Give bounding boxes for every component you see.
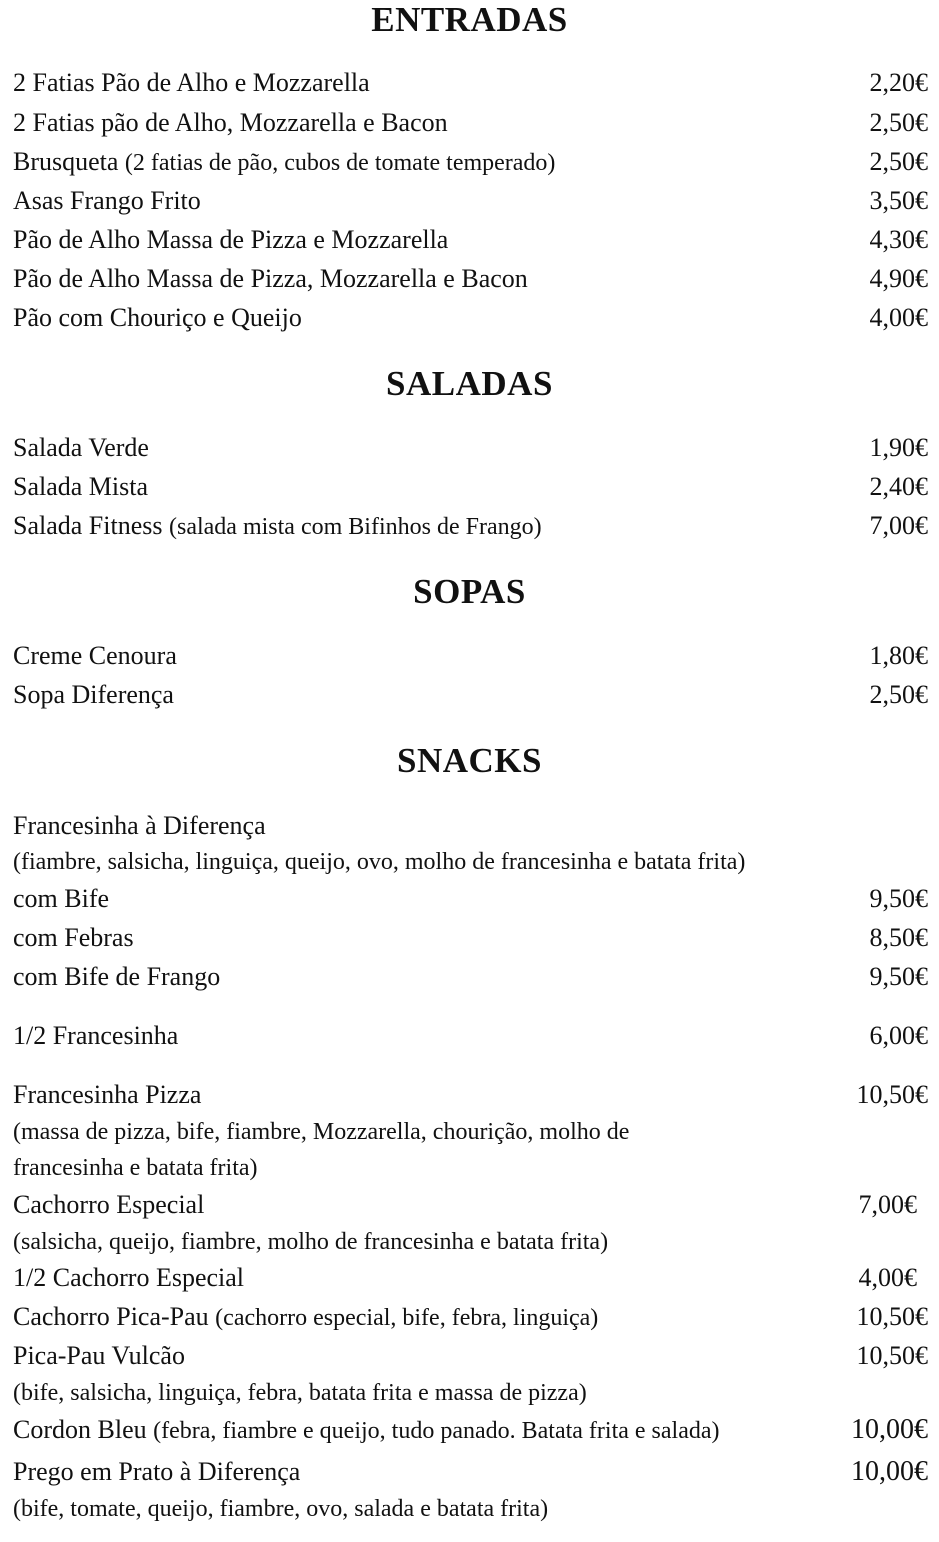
menu-item	[13, 962, 928, 992]
item-price: 10,00€	[851, 1456, 928, 1487]
item-price: 2,50€	[869, 147, 928, 176]
item-name: 1/2 Cachorro Especial	[13, 1263, 245, 1292]
menu-item	[13, 1263, 917, 1293]
item-name: Salada Mista	[13, 472, 149, 501]
item-name: Cachorro Especial	[13, 1190, 205, 1219]
item-name: 1/2 Francesinha	[13, 1021, 179, 1050]
menu-item-name: Francesinha à Diferença	[13, 811, 266, 840]
item-name: Pão com Chouriço e Queijo	[13, 303, 302, 332]
item-price: 4,00€	[869, 303, 928, 332]
menu-item	[13, 884, 928, 914]
menu-item	[13, 264, 928, 294]
menu-item	[13, 1415, 928, 1446]
item-price: 10,50€	[856, 1302, 928, 1331]
item-description: (fiambre, salsicha, linguiça, queijo, ovo, molho de francesinha e batata frita)	[13, 849, 746, 875]
menu-item	[13, 433, 928, 463]
item-name: com Bife de Frango	[13, 962, 221, 991]
item-name: Cordon Bleu	[13, 1415, 147, 1444]
item-name: com Febras	[13, 923, 134, 952]
item-description: (febra, fiambre e queijo, tudo panado. Batata frita e salada)	[153, 1418, 720, 1444]
item-description: (cachorro especial, bife, febra, linguiça)	[215, 1305, 599, 1331]
item-description: (salsicha, queijo, fiambre, molho de francesinha e batata frita)	[13, 1229, 609, 1255]
item-price: 2,50€	[869, 680, 928, 709]
item-name: Salada Fitness	[13, 511, 163, 540]
item-price: 7,00€	[858, 1190, 917, 1219]
item-name: Brusqueta	[13, 147, 119, 176]
menu-item	[13, 186, 928, 216]
section-title-saladas: SALADAS	[386, 364, 553, 403]
menu-item	[13, 225, 928, 255]
item-price: 8,50€	[869, 923, 928, 952]
item-name: Cachorro Pica-Pau	[13, 1302, 209, 1331]
section-title-entradas: ENTRADAS	[371, 0, 568, 39]
item-price: 10,50€	[856, 1341, 928, 1370]
item-description: (bife, tomate, queijo, fiambre, ovo, salada e batata frita)	[13, 1496, 549, 1522]
item-name: Pão de Alho Massa de Pizza, Mozzarella e Bacon	[13, 264, 528, 293]
item-description: (2 fatias de pão, cubos de tomate temperado)	[124, 150, 556, 176]
item-name: Francesinha Pizza	[13, 1080, 202, 1109]
menu-item	[13, 108, 928, 138]
item-name: Pão de Alho Massa de Pizza e Mozzarella	[13, 225, 449, 254]
section-title-snacks: SNACKS	[397, 741, 542, 780]
item-name: Sopa Diferença	[13, 680, 174, 709]
menu-item	[13, 641, 928, 671]
menu-item	[13, 1457, 928, 1487]
item-name: Creme Cenoura	[13, 641, 177, 670]
item-price: 9,50€	[869, 962, 928, 991]
menu-item	[13, 1021, 928, 1051]
item-price: 1,90€	[869, 433, 928, 462]
item-name: Prego em Prato à Diferença	[13, 1457, 301, 1486]
item-name: Pica-Pau Vulcão	[13, 1341, 185, 1370]
menu-item	[13, 68, 928, 98]
item-price: 2,50€	[869, 108, 928, 137]
item-price: 7,00€	[869, 511, 928, 540]
item-price: 1,80€	[869, 641, 928, 670]
menu-item	[13, 472, 928, 502]
item-description: (bife, salsicha, linguiça, febra, batata frita e massa de pizza)	[13, 1380, 587, 1406]
menu-item	[13, 147, 928, 178]
menu-item	[13, 923, 928, 953]
item-name: Salada Verde	[13, 433, 149, 462]
menu-item	[13, 1190, 917, 1220]
item-name: 2 Fatias Pão de Alho e Mozzarella	[13, 68, 370, 97]
item-price: 2,20€	[869, 68, 928, 97]
item-price: 9,50€	[869, 884, 928, 913]
item-price: 4,30€	[869, 225, 928, 254]
item-price: 4,00€	[858, 1263, 917, 1292]
menu-item	[13, 303, 928, 333]
item-name: 2 Fatias pão de Alho, Mozzarella e Bacon	[13, 108, 448, 137]
menu-item	[13, 1302, 928, 1333]
menu-item	[13, 1080, 928, 1110]
item-description: (salada mista com Bifinhos de Frango)	[169, 514, 542, 540]
menu-item	[13, 511, 928, 542]
item-price: 2,40€	[869, 472, 928, 501]
menu-item	[13, 1341, 928, 1371]
item-price: 4,90€	[869, 264, 928, 293]
item-price: 6,00€	[869, 1021, 928, 1050]
item-description: (massa de pizza, bife, fiambre, Mozzarella, chourição, molho de	[13, 1119, 630, 1145]
section-title-sopas: SOPAS	[413, 572, 526, 611]
item-price: 3,50€	[869, 186, 928, 215]
item-name: Asas Frango Frito	[13, 186, 201, 215]
item-description: francesinha e batata frita)	[13, 1155, 258, 1181]
item-price: 10,00€	[851, 1414, 928, 1445]
item-name: com Bife	[13, 884, 110, 913]
menu-item	[13, 680, 928, 710]
item-price: 10,50€	[856, 1080, 928, 1109]
